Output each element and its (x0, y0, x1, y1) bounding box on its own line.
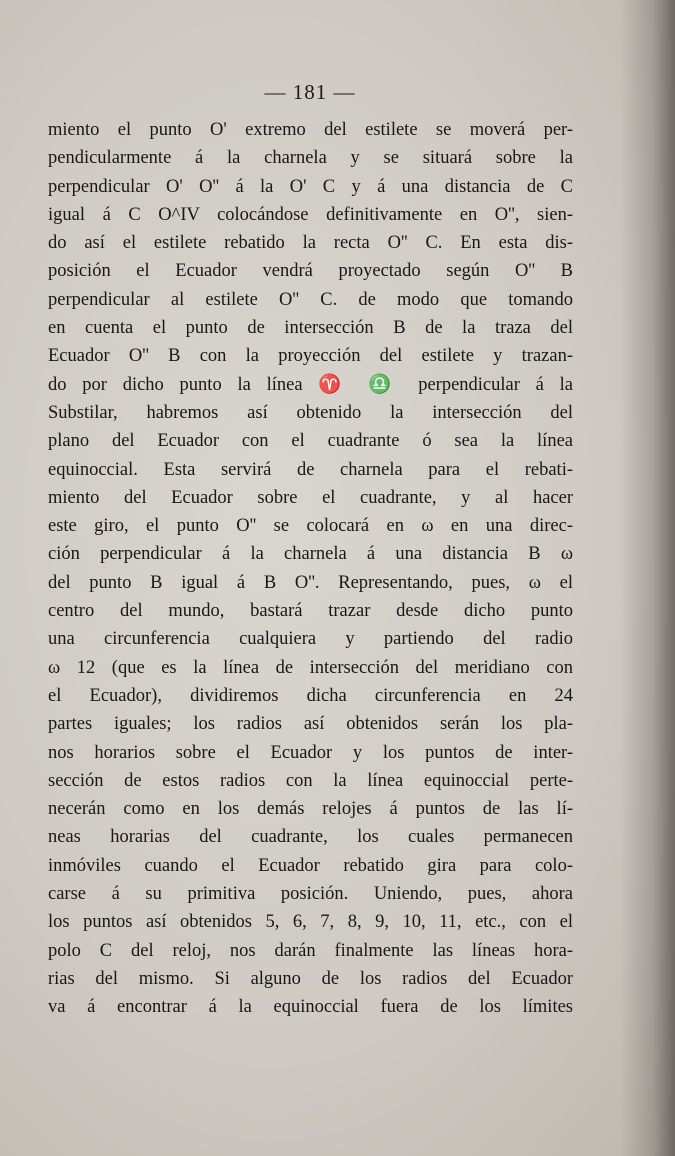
text-line: igual á C O^IV colocándose definitivamente en O'', sien- (48, 204, 573, 225)
text-line: ción perpendicular á la charnela á una distancia B ω (48, 544, 573, 565)
text-line: perpendicular O' O'' á la O' C y á una distancia de C (48, 176, 573, 197)
text-line: pendicularmente á la charnela y se situará sobre la (48, 148, 573, 169)
text-line: los puntos así obtenidos 5, 6, 7, 8, 9, 10, 11, etc., con el (48, 912, 573, 933)
body-text (48, 116, 573, 1022)
text-line: rias del mismo. Si alguno de los radios del Ecuador (48, 968, 573, 989)
text-line: do por dicho punto la línea ♈ ♎ perpendicular á la (48, 374, 573, 395)
text-line: sección de estos radios con la línea equinoccial perte- (48, 770, 573, 791)
text-line: nos horarios sobre el Ecuador y los puntos de inter- (48, 742, 573, 763)
text-line: del punto B igual á B O''. Representando, pues, ω el (48, 572, 573, 593)
text-line: perpendicular al estilete O'' C. de modo que tomando (48, 289, 573, 310)
text-line: el Ecuador), dividiremos dicha circunferencia en 24 (48, 685, 573, 706)
text-line: este giro, el punto O'' se colocará en ω en una direc- (48, 516, 573, 537)
text-line: miento del Ecuador sobre el cuadrante, y al hacer (48, 487, 573, 508)
text-line: do así el estilete rebatido la recta O'' C. En esta dis- (48, 233, 573, 254)
text-line: ω 12 (que es la línea de intersección del meridiano con (48, 657, 573, 678)
text-line: partes iguales; los radios así obtenidos serán los pla- (48, 714, 573, 735)
text-line: equinoccial. Esta servirá de charnela para el rebati- (48, 459, 573, 480)
text-line: plano del Ecuador con el cuadrante ó sea la línea (48, 431, 573, 452)
page-edge-shadow (620, 0, 675, 1156)
text-line: posición el Ecuador vendrá proyectado según O'' B (48, 261, 573, 282)
text-line: Substilar, habremos así obtenido la intersección del (48, 402, 573, 423)
text-line: necerán como en los demás relojes á puntos de las lí- (48, 799, 573, 820)
text-line: Ecuador O'' B con la proyección del estilete y trazan- (48, 346, 573, 367)
text-line: centro del mundo, bastará trazar desde dicho punto (48, 601, 573, 622)
text-line: inmóviles cuando el Ecuador rebatido gira para colo- (48, 855, 573, 876)
text-line: una circunferencia cualquiera y partiendo del radio (48, 629, 573, 650)
text-line: va á encontrar á la equinoccial fuera de los límites (48, 997, 573, 1018)
text-line: miento el punto O' extremo del estilete se moverá per- (48, 120, 573, 140)
text-line: carse á su primitiva posición. Uniendo, pues, ahora (48, 884, 573, 905)
text-line: en cuenta el punto de intersección B de la traza del (48, 318, 573, 339)
text-line: neas horarias del cuadrante, los cuales permanecen (48, 827, 573, 848)
page-number: — 181 — (264, 80, 356, 104)
text-line: polo C del reloj, nos darán finalmente las líneas hora- (48, 940, 573, 961)
